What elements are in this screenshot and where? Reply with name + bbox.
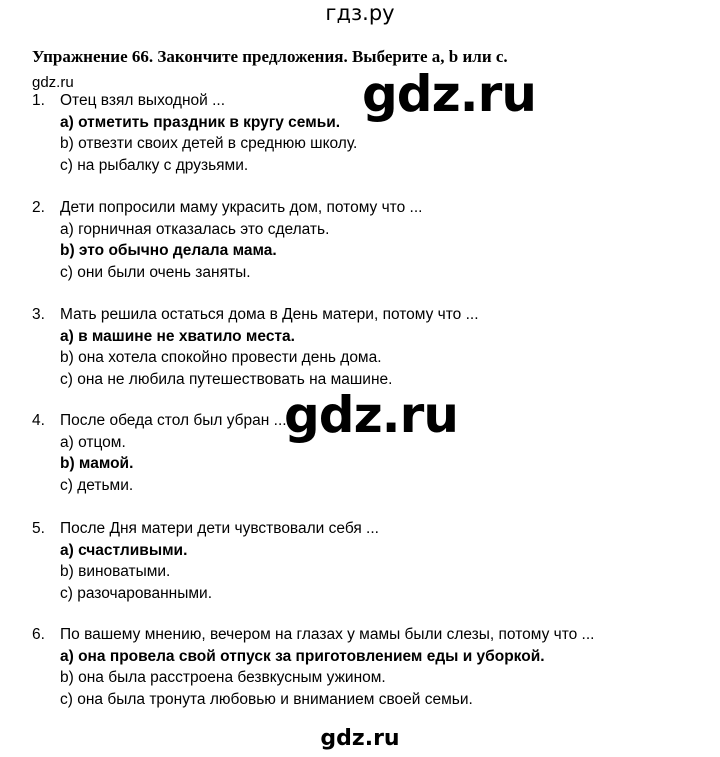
- watermark-large: gdz.ru: [284, 386, 458, 444]
- option-b: b) она была расстроена безвкусным ужином.: [60, 669, 386, 686]
- question-text: После Дня матери дети чувствовали себя ...: [60, 520, 379, 537]
- option-c: c) они были очень заняты.: [60, 264, 251, 281]
- question-number: 6.: [32, 626, 45, 643]
- option-c: c) детьми.: [60, 477, 134, 494]
- question-number: 4.: [32, 412, 45, 429]
- question-text: Дети попросили маму украсить дом, потому что ...: [60, 199, 423, 216]
- option-b: b) мамой.: [60, 455, 134, 472]
- option-b: b) она хотела спокойно провести день дома.: [60, 349, 382, 366]
- option-c: c) на рыбалку с друзьями.: [60, 157, 249, 174]
- site-footer: gdz.ru: [320, 726, 400, 751]
- watermark-small: gdz.ru: [32, 74, 74, 91]
- site-header: гдз.ру: [325, 1, 395, 25]
- option-a: a) она провела свой отпуск за приготовлением еды и уборкой.: [60, 648, 545, 665]
- option-b: b) отвезти своих детей в среднюю школу.: [60, 135, 358, 152]
- question-number: 2.: [32, 199, 45, 216]
- exercise-title: Упражнение 66. Закончите предложения. Выберите a, b или c.: [32, 47, 508, 66]
- watermark-large: gdz.ru: [362, 65, 536, 123]
- option-c: c) она была тронута любовью и вниманием своей семьи.: [60, 691, 473, 708]
- option-a: a) горничная отказалась это сделать.: [60, 221, 330, 238]
- question-text: Отец взял выходной ...: [60, 92, 226, 109]
- question-text: По вашему мнению, вечером на глазах у мамы были слезы, потому что ...: [60, 626, 595, 643]
- question-text: После обеда стол был убран ...: [60, 412, 287, 429]
- option-a: a) отцом.: [60, 434, 126, 451]
- question-number: 1.: [32, 92, 45, 109]
- option-a: a) счастливыми.: [60, 542, 188, 559]
- option-c: c) разочарованными.: [60, 585, 212, 602]
- option-a: a) в машине не хватило места.: [60, 328, 295, 345]
- option-a: a) отметить праздник в кругу семьи.: [60, 114, 341, 131]
- question-text: Мать решила остаться дома в День матери, потому что ...: [60, 306, 479, 323]
- option-c: c) она не любила путешествовать на машине.: [60, 371, 393, 388]
- option-b: b) виноватыми.: [60, 563, 171, 580]
- option-b: b) это обычно делала мама.: [60, 242, 277, 259]
- question-number: 3.: [32, 306, 45, 323]
- question-number: 5.: [32, 520, 45, 537]
